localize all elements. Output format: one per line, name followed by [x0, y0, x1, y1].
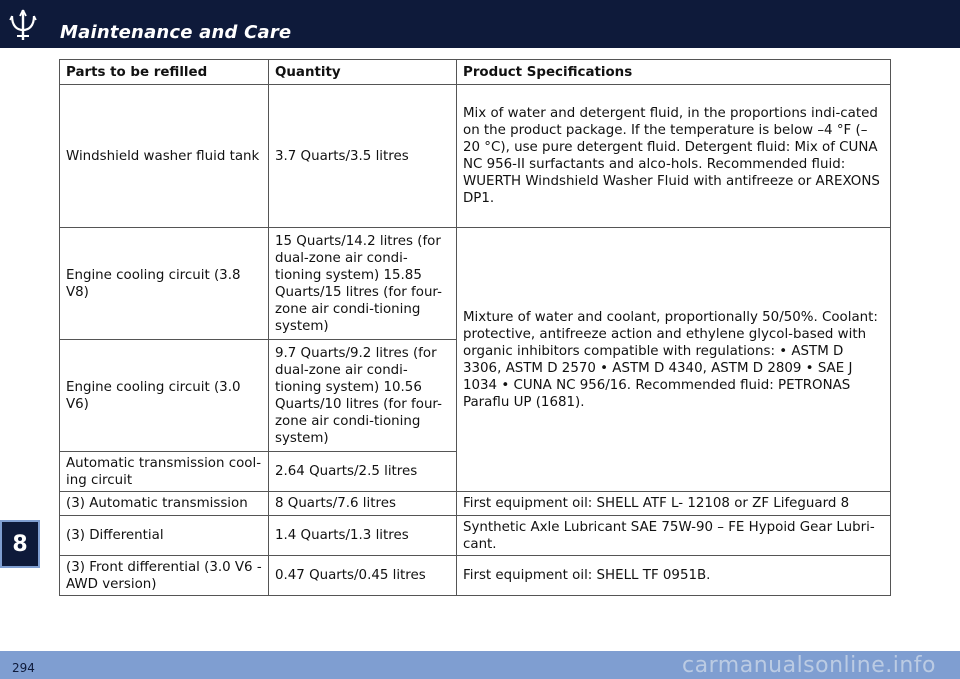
- quantity-cell: 15 Quarts/14.2 litres (for dual-zone air condi-tioning system) 15.85 Quarts/15 litres (for four-zone air condi-tioning system): [269, 228, 457, 340]
- part-cell: (3) Differential: [60, 516, 269, 556]
- column-header-specifications: Product Specifications: [457, 60, 891, 85]
- part-cell: Engine cooling circuit (3.8 V8): [60, 228, 269, 340]
- part-cell: (3) Automatic transmission: [60, 492, 269, 516]
- part-cell: (3) Front differential (3.0 V6 - AWD version): [60, 556, 269, 596]
- table-row: [60, 492, 891, 516]
- table-row: [60, 228, 891, 340]
- spec-cell: Mix of water and detergent fluid, in the proportions indi-cated on the product package. If the temperature is below –4 °F (–20 °C), use pure detergent fluid. Detergent fluid: Mix of CUNA NC 956-II surfactants and alco-hols. Recommended fluid: WUERTH Windshield Washer Fluid with antifreeze or AREXONS DP1.: [457, 85, 891, 228]
- table-header-row: [60, 60, 891, 85]
- spec-cell: Synthetic Axle Lubricant SAE 75W-90 – FE Hypoid Gear Lubri-cant.: [457, 516, 891, 556]
- page-number: 294: [12, 661, 35, 675]
- trident-logo-icon: [8, 8, 38, 42]
- part-cell: Automatic transmission cool-ing circuit: [60, 452, 269, 492]
- column-header-quantity: Quantity: [269, 60, 457, 85]
- quantity-cell: 1.4 Quarts/1.3 litres: [269, 516, 457, 556]
- watermark: carmanualsonline.info: [682, 653, 936, 678]
- table-row: [60, 85, 891, 228]
- quantity-cell: 9.7 Quarts/9.2 litres (for dual-zone air condi-tioning system) 10.56 Quarts/10 litres (for four-zone air condi-tioning system): [269, 340, 457, 452]
- page-title: Maintenance and Care: [60, 22, 292, 43]
- page-header: [0, 0, 960, 48]
- table-row: [60, 556, 891, 596]
- part-cell: Windshield washer fluid tank: [60, 85, 269, 228]
- fluids-table: [59, 59, 891, 596]
- quantity-cell: 8 Quarts/7.6 litres: [269, 492, 457, 516]
- page-footer: [0, 651, 960, 679]
- chapter-tab: 8: [0, 520, 40, 568]
- part-cell: Engine cooling circuit (3.0 V6): [60, 340, 269, 452]
- spec-cell: First equipment oil: SHELL TF 0951B.: [457, 556, 891, 596]
- quantity-cell: 2.64 Quarts/2.5 litres: [269, 452, 457, 492]
- spec-cell: Mixture of water and coolant, proportionally 50/50%. Coolant: protective, antifreeze action and ethylene glycol-based with organic inhibitors compatible with regulations: • ASTM D 3306, ASTM D 2570 • ASTM D 4340, ASTM D 2809 • SAE J 1034 • CUNA NC 956/16. Recommended fluid: PETRONAS Paraflu UP (1681).: [457, 228, 891, 492]
- table-row: [60, 516, 891, 556]
- quantity-cell: 0.47 Quarts/0.45 litres: [269, 556, 457, 596]
- column-header-parts: Parts to be refilled: [60, 60, 269, 85]
- quantity-cell: 3.7 Quarts/3.5 litres: [269, 85, 457, 228]
- spec-cell: First equipment oil: SHELL ATF L- 12108 or ZF Lifeguard 8: [457, 492, 891, 516]
